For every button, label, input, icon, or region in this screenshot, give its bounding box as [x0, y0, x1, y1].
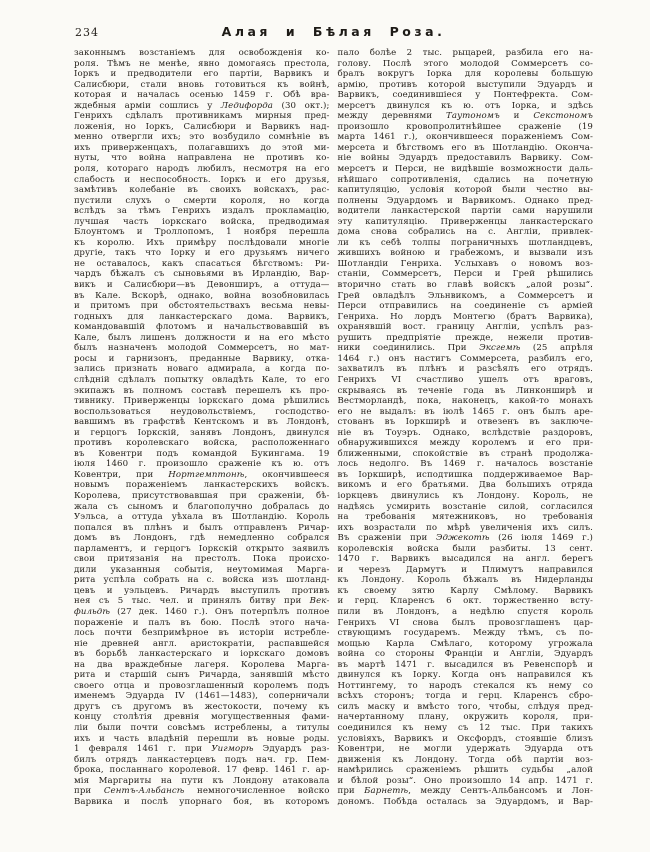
text-line: брока, посланнаго королевой. 17 февр. 1461 г. ар-: [74, 765, 330, 776]
text-line: Варвикъ, соединившіеся у Понтефректа. Сом-: [337, 90, 593, 101]
text-line: дили указанныя событія, неутомимая Марга-: [74, 564, 330, 575]
text-line: нуты, что война направлена не противъ ко-: [74, 153, 330, 164]
text-line: и герцогъ Іоркскій, занявъ Лондонъ, двинулся: [74, 427, 330, 438]
text-line: командовавшій флотомъ и начальствовавшій въ: [74, 322, 330, 333]
text-line: жившихъ войною и грабежомъ, и вызвали изъ: [337, 248, 593, 259]
text-line: ли къ себѣ толпы пограничныхъ шотландцевъ,: [337, 237, 593, 248]
text-line: королевскія войска были разбиты. 13 сент.: [337, 543, 593, 554]
text-line: новымъ пораженіемъ ланкастерскихъ войскъ.: [74, 480, 330, 491]
text-line: 1464 г.) онъ настигъ Соммерсета, разбилъ его,: [337, 353, 593, 364]
text-line: къ своему зятю Карлу Смѣлому. Варвикъ: [337, 585, 593, 596]
text-line: законнымъ возстаніемъ для освобожденія ко-: [74, 48, 330, 58]
text-columns: [74, 48, 593, 807]
text-line: и бѣлой розы“. Оно произошло 14 апр. 1471 г.: [337, 775, 593, 786]
page-header: [74, 24, 593, 41]
text-line: полнены Эдуардомъ и Варвикомъ. Однако пред-: [337, 195, 593, 206]
text-line: замѣтивъ колебаніе въ своихъ войскахъ, рас-: [74, 185, 330, 196]
text-line: былъ назначенъ молодой Соммерсетъ, но мат-: [74, 343, 330, 354]
text-column-left: [74, 48, 330, 807]
text-line: попался въ плѣнъ и былъ отправленъ Ричар-: [74, 522, 330, 533]
text-line: мія Маргариты на пути къ Лондону атаковала: [74, 775, 330, 786]
text-line: ложенія, но Іоркъ, Салисбюри и Варвикъ над-: [74, 121, 330, 132]
text-line: Генрихъ VI снова былъ провозглашенъ цар-: [337, 617, 593, 628]
text-line: Генрихъ VI счастливо ушелъ отъ враговъ,: [337, 374, 593, 385]
text-line: Въ сраженіи при Эджекотѣ (26 іюля 1469 г.): [337, 533, 593, 544]
text-line: голову. Послѣ этого молодой Соммерсетъ со-: [337, 58, 593, 69]
text-line: вавшимъ въ графствѣ Кентскомъ и въ Лондонѣ,: [74, 417, 330, 428]
running-title: Алая и Бѣлая Роза.: [221, 24, 446, 39]
text-line: Генрихъ сдѣлалъ противникамъ мирныя пред-: [74, 111, 330, 122]
text-line: марта 1461 г.), окончившееся пораженіемъ Сом-: [337, 132, 593, 143]
text-line: пораженіе и палъ въ бою. Послѣ этого нача-: [74, 617, 330, 628]
text-line: другъ съ другомъ въ жестокости, почему къ: [74, 701, 330, 712]
text-line: роля. Тѣмъ не менѣе, явно домогаясь престола,: [74, 58, 330, 69]
text-line: ніе войны Эдуардъ предоставилъ Варвику. Сом-: [337, 153, 593, 164]
text-line: Блоунтомъ и Троллопомъ, 1 ноября перешла: [74, 227, 330, 238]
text-line: надѣясь усмирить возстаніе силой, согласился: [337, 501, 593, 512]
text-line: билъ отрядъ ланкастерцевъ подъ нач. гр. Пем-: [74, 754, 330, 765]
text-line: эту капитуляцію. Приверженцы ланкастерскаго: [337, 216, 593, 227]
text-line: Кале, былъ лишенъ должности и на его мѣсто: [74, 332, 330, 343]
text-line: охранявшій вост. границу Англіи, успѣлъ раз-: [337, 322, 593, 333]
text-line: ближенными, спокойствіе въ странѣ продолжа-: [337, 448, 593, 459]
text-line: Ковентри, не могли удержать Эдуарда отъ: [337, 744, 593, 755]
text-line: въ Ковентри подъ командой Букингама. 19: [74, 448, 330, 459]
text-line: Перси отправились на соединеніе съ арміей: [337, 301, 593, 312]
text-line: 1470 г. Варвикъ высадился на англ. берегъ: [337, 554, 593, 565]
text-line: дома снова собрались на с. Англіи, привлек-: [337, 227, 593, 238]
text-line: рита успѣла собрать на с. войска изъ шотланд-: [74, 575, 330, 586]
text-line: станіи, Соммерсетъ, Перси и Грей рѣшились: [337, 269, 593, 280]
text-line: которая и началась осенью 1459 г. Обѣ вра-: [74, 90, 330, 101]
text-line: росы и гарнизонъ, преданные Варвику, отка-: [74, 353, 330, 364]
text-line: война со стороны Франціи и Англіи, Эдуардъ: [337, 649, 593, 660]
text-line: Генриха. Но лордъ Монтегю (братъ Варвика),: [337, 311, 593, 322]
text-line: менно отвергли ихъ; это возбудило сомнѣніе въ: [74, 132, 330, 143]
text-line: другіе, такъ что Іорку и его друзьямъ ничего: [74, 248, 330, 259]
text-line: его не выдалъ: въ іюлѣ 1465 г. онъ былъ аре-: [337, 406, 593, 417]
text-line: мерсетъ и Перси, не видѣвшіе возможности даль-: [337, 164, 593, 175]
text-line: пили въ Лондонъ, а недѣлю спустя король: [337, 606, 593, 617]
text-line: въ борьбѣ ланкастерскаго и іоркскаго домовъ: [74, 649, 330, 660]
text-line: ихъ приверженцахъ, полагавшихъ до этой ми-: [74, 142, 330, 153]
text-line: скрываясь въ теченіе года въ Линконширѣ и: [337, 385, 593, 396]
text-line: не оставалось, какъ спасаться бѣгствомъ: Ри-: [74, 258, 330, 269]
text-line: при Барнетѣ, между Сентъ-Альбансомъ и Лон-: [337, 786, 594, 797]
text-line: водители ланкастерской партіи сами нарушили: [337, 206, 593, 217]
text-line: мощью Карла Смѣлаго, которому угрожала: [337, 638, 593, 649]
text-line: фильдѣ (27 дек. 1460 г.). Онъ потерпѣлъ полное: [74, 606, 330, 617]
text-line: жала съ сыномъ и благополучно добралась до: [74, 501, 330, 512]
text-line: и притомъ при обстоятельствахъ весьма невы-: [74, 301, 330, 312]
text-line: чардъ бѣжалъ съ сыновьями въ Ирландію, Вар-: [74, 269, 330, 280]
text-line: Іоркъ и предводители его партіи, Варвикъ и: [74, 69, 330, 80]
text-line: лось почти безпримѣрное въ исторіи истребле-: [74, 628, 330, 639]
text-line: роля, котораго народъ любилъ, несмотря на его: [74, 164, 330, 175]
text-line: армію, противъ которой выступили Эдуардъ и: [337, 79, 593, 90]
text-line: вслѣдъ за тѣмъ Генрихъ издалъ прокламацію,: [74, 206, 330, 217]
text-line: соединился къ нему съ 12 тыс. При такихъ: [337, 723, 593, 733]
text-line: намѣрились сраженіемъ рѣшить судьбы „алой: [337, 765, 593, 776]
text-line: свои притязанія на престолъ. Пока происхо-: [74, 554, 330, 565]
text-line: викомъ и его братьями. Два большихъ отряда: [337, 480, 593, 491]
text-line: Шотландіи Генриха. Услыхавъ о новомъ воз-: [337, 258, 593, 269]
text-line: именемъ Эдуарда IV (1461—1483), соперничали: [74, 691, 330, 702]
text-line: мерсета и бѣгствомъ его въ Шотландію. Оконча-: [337, 142, 593, 153]
text-line: двинулся къ Іорку. Когда онъ направился къ: [337, 670, 593, 681]
text-line: викъ и Салисбюри—въ Девонширъ, а оттуда—: [74, 280, 330, 291]
text-line: бралъ вокругъ Іорка для королевы большую: [337, 69, 593, 80]
text-line: домъ въ Лондонъ, гдѣ немедленно собрался: [74, 533, 330, 544]
text-line: ліи были почти совсѣмъ истреблены, а титулы: [74, 723, 330, 733]
text-line: Ноттингему, то народъ стекался къ нему со: [337, 680, 593, 691]
text-line: парламентъ, и герцогъ Іоркскій открыто заявилъ: [74, 543, 330, 554]
text-line: на два враждебные лагеря. Королева Марга-: [74, 659, 330, 670]
text-line: своего отца и провозглашенный королемъ подъ: [74, 680, 330, 691]
text-line: тивнику. Приверженцы іоркскаго дома рѣшились: [74, 396, 330, 407]
text-line: и черезъ Дармутъ и Плимутъ направился: [337, 564, 593, 575]
text-line: пало болѣе 2 тыс. рыцарей, разбила его на-: [337, 48, 593, 58]
text-line: іоркцевъ двинулись къ Лондону. Король, не: [337, 490, 593, 501]
text-line: ихъ возрастали по мѣрѣ увеличенія ихъ силъ.: [337, 522, 593, 533]
page-number: 234: [75, 26, 99, 39]
text-line: Варвика и послѣ упорнаго боя, въ которомъ: [74, 796, 330, 807]
text-line: слѣдній сдѣлалъ попытку овладѣть Кале, то его: [74, 374, 330, 385]
text-line: вторично стать во главѣ войскъ „алой розы“.: [337, 280, 593, 291]
text-line: ніе въ Тоуэръ. Однако, вслѣдствіе раздоровъ,: [337, 427, 593, 438]
text-line: Вестморландѣ, пока, наконецъ, какой-то монахъ: [337, 396, 593, 407]
text-line: ждебныя арміи сошлись у Ледифорда (30 окт.);: [74, 100, 330, 111]
text-line: лось недолго. Въ 1469 г. началось возстаніе: [337, 459, 593, 470]
text-line: произошло кровопролитнѣйшее сраженіе (19: [337, 121, 593, 132]
text-line: лучшая часть іоркскаго войска, предводимая: [74, 216, 330, 227]
text-line: къ королю. Ихъ примѣру послѣдовали многіе: [74, 237, 330, 248]
text-line: воспользоваться неудовольствіемъ, господство-: [74, 406, 330, 417]
text-line: въ мартѣ 1471 г. высадился въ Ревенспорѣ и: [337, 659, 593, 670]
text-line: Королева, присутствовавшая при сраженіи, бѣ-: [74, 490, 330, 501]
text-line: Уэльса, а оттуда уѣхала въ Шотландію. Король: [74, 512, 330, 523]
text-line: захватилъ въ плѣнъ и разсѣялъ его отрядъ.: [337, 364, 593, 375]
text-line: условіяхъ, Варвикъ и Оксфордъ, стоявшіе близъ: [337, 733, 593, 744]
text-line: въ Кале. Вскорѣ, однако, война возобновилась: [74, 290, 330, 301]
text-line: между деревнями Таутономъ и Секстономъ: [337, 111, 593, 122]
text-line: дономъ. Побѣда осталась за Эдуардомъ, и Вар-: [337, 796, 593, 807]
text-line: капитуляцію, условія которой были честно вы-: [337, 185, 593, 196]
text-line: зались признать новаго адмирала, а когда по-: [74, 364, 330, 375]
text-line: Ковентри, при Нортгемптонѣ, окончившееся: [74, 469, 330, 480]
text-line: слабость и неспособность. Іоркъ и его друзья,: [74, 174, 330, 185]
text-line: на требованія мятежниковъ, но требованія: [337, 512, 593, 523]
text-line: рушить предпріятіе прежде, нежели против-: [337, 332, 593, 343]
text-line: противъ королевскаго войска, расположеннаго: [74, 438, 330, 449]
text-line: къ Лондону. Король бѣжалъ въ Нидерланды: [337, 575, 593, 586]
text-line: силъ маску и вмѣсто того, чтобы, слѣдуя пред-: [337, 701, 593, 712]
text-line: движенія къ Лондону. Тогда обѣ партіи воз-: [337, 754, 593, 765]
text-line: годныхъ для ланкастерскаго дома. Варвикъ,: [74, 311, 330, 322]
text-line: при Сентъ-Альбансѣ немногочисленное войско: [74, 786, 330, 797]
text-line: экипажъ въ полномъ составѣ перешелъ къ про-: [74, 385, 330, 396]
text-line: рита и старшій сынъ Ричарда, занявшій мѣсто: [74, 670, 330, 681]
text-line: и герц. Кларенсъ 6 окт. торжественно всту-: [337, 596, 593, 607]
text-line: Салисбюри, стали вновь готовиться къ войнѣ,: [74, 79, 330, 90]
text-line: Грей овладѣлъ Эльнвикомъ, а Соммерсетъ и: [337, 290, 593, 301]
text-line: нея съ 5 тыс. чел. и принялъ битву при Век-: [74, 596, 330, 607]
text-line: ствующимъ государемъ. Между тѣмъ, съ по-: [337, 628, 593, 639]
text-line: іюля 1460 г. произошло сраженіе къ ю. отъ: [74, 459, 330, 470]
text-line: всѣхъ сторонъ; тогда и герц. Кларенсъ сбро-: [337, 691, 593, 702]
text-line: мерсетъ двинулся къ ю. отъ Іорка, и здѣсь: [337, 100, 593, 111]
text-line: нѣйшаго сопротивленія, сдались на почетную: [337, 174, 593, 185]
text-line: цевъ и уэльцевъ. Ричардъ выступилъ противъ: [74, 585, 330, 596]
text-line: пустили слухъ о смерти короля, но когда: [74, 195, 330, 206]
text-line: ніе древней англ. аристократіи, распавшейся: [74, 638, 330, 649]
text-column-right: [338, 48, 594, 807]
text-line: въ Іоркширѣ, исподтишка поддерживаемое Вар-: [337, 469, 593, 480]
text-line: ихъ и часть владѣній перешли въ новые роды.: [74, 733, 330, 744]
text-line: ники соединились. При Эксгемѣ (25 апрѣля: [337, 343, 593, 354]
text-line: 1 февраля 1461 г. при Уигморѣ Эдуардъ раз-: [74, 744, 330, 755]
text-line: обнаружившихся между королемъ и его при-: [337, 438, 593, 449]
text-line: концу столѣтія древнія могущественныя фами-: [74, 712, 330, 723]
text-line: начертанному плану, окружить короля, при-: [337, 712, 593, 723]
text-line: стованъ въ Іоркширѣ и отвезенъ въ заключе-: [337, 417, 593, 428]
